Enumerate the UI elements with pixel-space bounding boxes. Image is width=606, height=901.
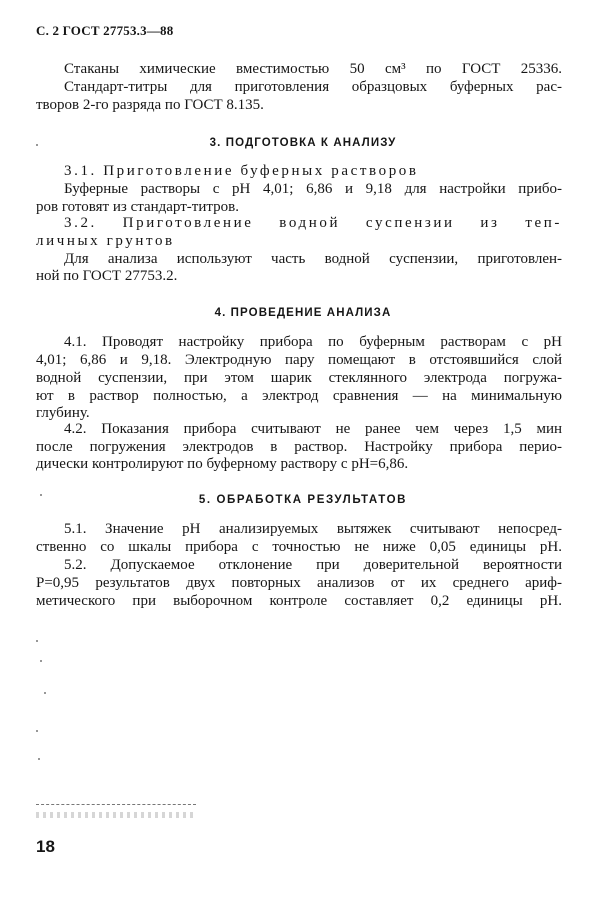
sec3-line-2: Буферные растворы с рН 4,01; 6,86 и 9,18 для настройки прибо- — [64, 181, 562, 197]
scan-speck — [38, 758, 40, 760]
sec5-line-1: 5.1. Значение рН анализируемых вытяжек считывают непосред- — [64, 521, 562, 537]
scan-speck — [40, 494, 42, 496]
sec4-line-2: 4,01; 6,86 и 9,18. Электродную пару помещают в отстоявшийся слой — [36, 352, 562, 368]
sec4-line-8: дически контролируют по буферному раствору с рН=6,86. — [36, 456, 409, 472]
page-number: 18 — [36, 837, 55, 856]
sec4-line-4: ют в раствор полностью, а электрод сравнения — на минимальную — [36, 388, 562, 404]
sec3-line-1: 3.1. Приготовление буферных растворов — [64, 163, 419, 179]
sec3-line-7: ной по ГОСТ 27753.2. — [36, 268, 178, 284]
sec4-line-7: после погружения электродов в раствор. Настройку прибора перио- — [36, 439, 562, 455]
intro-line-3: творов 2-го разряда по ГОСТ 8.135. — [36, 97, 264, 113]
sec3-line-5: личных грунтов — [36, 233, 175, 249]
sec5-line-5: метического при выборочном контроле составляет 0,2 единицы рН. — [36, 593, 562, 609]
intro-line-1: Стаканы химические вместимостью 50 см³ по ГОСТ 25336. — [64, 61, 562, 77]
section-5-heading: 5. ОБРАБОТКА РЕЗУЛЬТАТОВ — [198, 494, 408, 506]
scan-speck — [36, 640, 38, 642]
section-4-heading: 4. ПРОВЕДЕНИЕ АНАЛИЗА — [214, 307, 392, 319]
scan-speck — [36, 144, 38, 146]
sec5-line-3: 5.2. Допускаемое отклонение при доверительной вероятности — [64, 557, 562, 573]
sec4-line-3: водной суспензии, при этом шарик стеклянного электрода погружа- — [36, 370, 562, 386]
section-3-heading: 3. ПОДГОТОВКА К АНАЛИЗУ — [209, 137, 397, 149]
faded-footnote-marks — [36, 812, 196, 818]
sec4-line-1: 4.1. Проводят настройку прибора по буферным растворам с рН — [64, 334, 562, 350]
intro-line-2: Стандарт-титры для приготовления образцовых буферных рас- — [64, 79, 562, 95]
footnote-rule — [36, 804, 196, 805]
sec4-line-5: глубину. — [36, 405, 90, 421]
scan-speck — [40, 660, 42, 662]
sec5-line-2: ственно со шкалы прибора с точностью не ниже 0,05 единицы рН. — [36, 539, 562, 555]
scan-speck — [36, 730, 38, 732]
sec3-line-3: ров готовят из стандарт-титров. — [36, 199, 239, 215]
scan-speck — [44, 692, 46, 694]
sec3-line-6: Для анализа используют часть водной суспензии, приготовлен- — [64, 251, 562, 267]
sec4-line-6: 4.2. Показания прибора считывают не ранее чем через 1,5 мин — [64, 421, 562, 437]
sec5-line-4: P=0,95 результатов двух повторных анализов от их среднего ариф- — [36, 575, 562, 591]
page-header: С. 2 ГОСТ 27753.3—88 — [36, 23, 174, 38]
sec3-line-4: 3.2. Приготовление водной суспензии из теп- — [64, 215, 562, 231]
